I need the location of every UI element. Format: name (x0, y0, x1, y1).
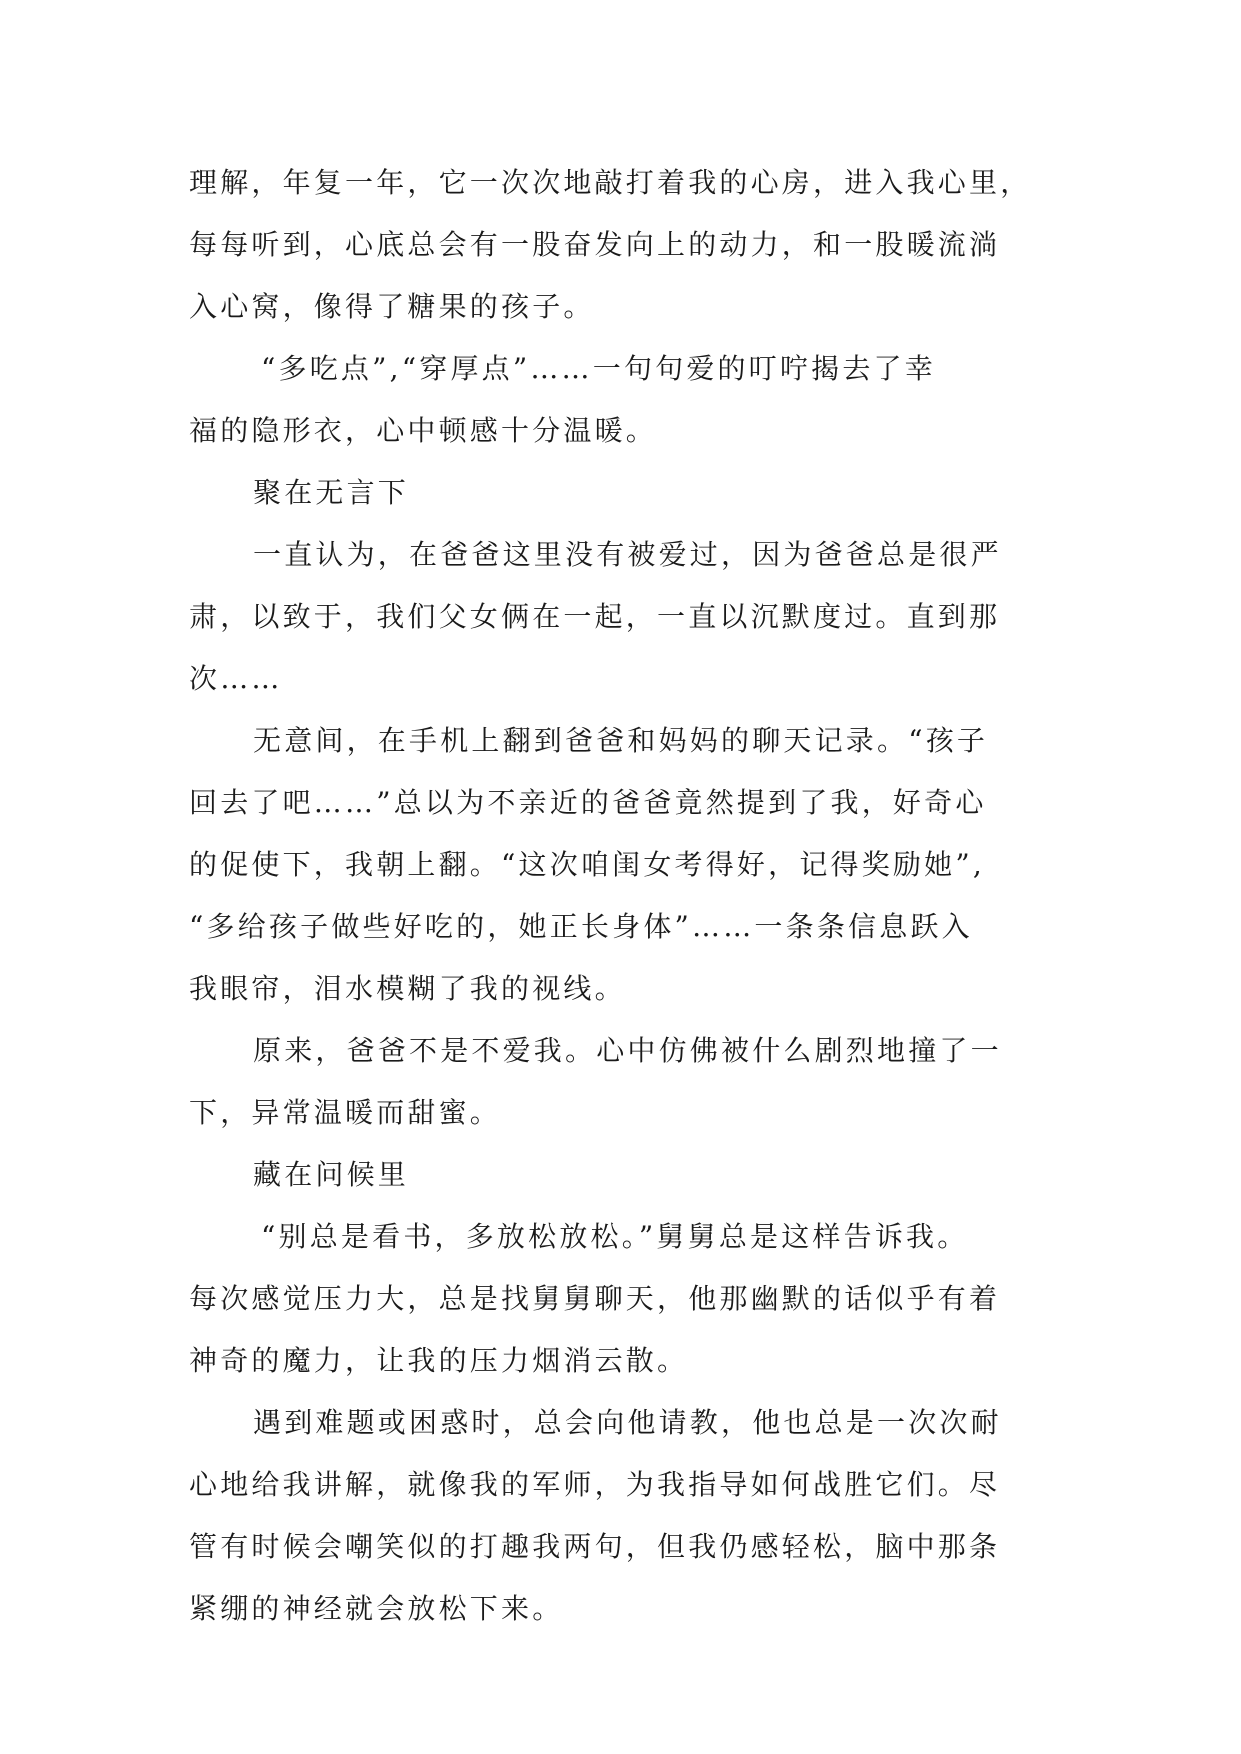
paragraph-start: 一直认为，在爸爸这里没有被爱过，因为爸爸总是很严 (253, 538, 1002, 571)
paragraph-start: 无意间，在手机上翻到爸爸和妈妈的聊天记录。“孩子 (253, 724, 989, 757)
text-line: 管有时候会嘲笑似的打趣我两句，但我仍感轻松，脑中那条 (189, 1530, 1001, 1563)
paragraph-start: “多吃点”,“穿厚点”……一句句爱的叮咛揭去了幸 (261, 352, 936, 385)
text-line: 神奇的魔力，让我的压力烟消云散。 (189, 1344, 689, 1377)
text-line: 心地给我讲解，就像我的军师，为我指导如何战胜它们。尽 (189, 1468, 1001, 1501)
text-line: 我眼帘，泪水模糊了我的视线。 (189, 972, 626, 1005)
text-line: 理解，年复一年，它一次次地敲打着我的心房，进入我心里， (189, 166, 1032, 199)
text-line: 肃，以致于，我们父女俩在一起，一直以沉默度过。直到那 (189, 600, 1001, 633)
text-line: 下，异常温暖而甜蜜。 (189, 1096, 502, 1129)
text-line: 每次感觉压力大，总是找舅舅聊天，他那幽默的话似乎有着 (189, 1282, 1001, 1315)
text-line: 回去了吧……”总以为不亲近的爸爸竟然提到了我，好奇心 (189, 786, 987, 819)
paragraph-start: 原来，爸爸不是不爱我。心中仿佛被什么剧烈地撞了一 (253, 1034, 1002, 1067)
text-line: 每每听到，心底总会有一股奋发向上的动力，和一股暖流淌 (189, 228, 1001, 261)
section-heading: 藏在问候里 (253, 1158, 410, 1191)
section-heading: 聚在无言下 (253, 476, 410, 509)
text-line: “多给孩子做些好吃的，她正长身体”……一条条信息跃入 (189, 910, 973, 943)
text-line: 福的隐形衣，心中顿感十分温暖。 (189, 414, 658, 447)
paragraph-start: “别总是看书，多放松放松。”舅舅总是这样告诉我。 (261, 1220, 969, 1253)
text-line: 紧绷的神经就会放松下来。 (189, 1592, 564, 1625)
essay-body (189, 152, 1069, 1640)
paragraph-start: 遇到难题或困惑时，总会向他请教，他也总是一次次耐 (253, 1406, 1002, 1439)
text-line: 次…… (189, 662, 283, 695)
text-line: 入心窝，像得了糖果的孩子。 (189, 290, 595, 323)
text-line: 的促使下，我朝上翻。“这次咱闺女考得好，记得奖励她”, (189, 848, 985, 881)
